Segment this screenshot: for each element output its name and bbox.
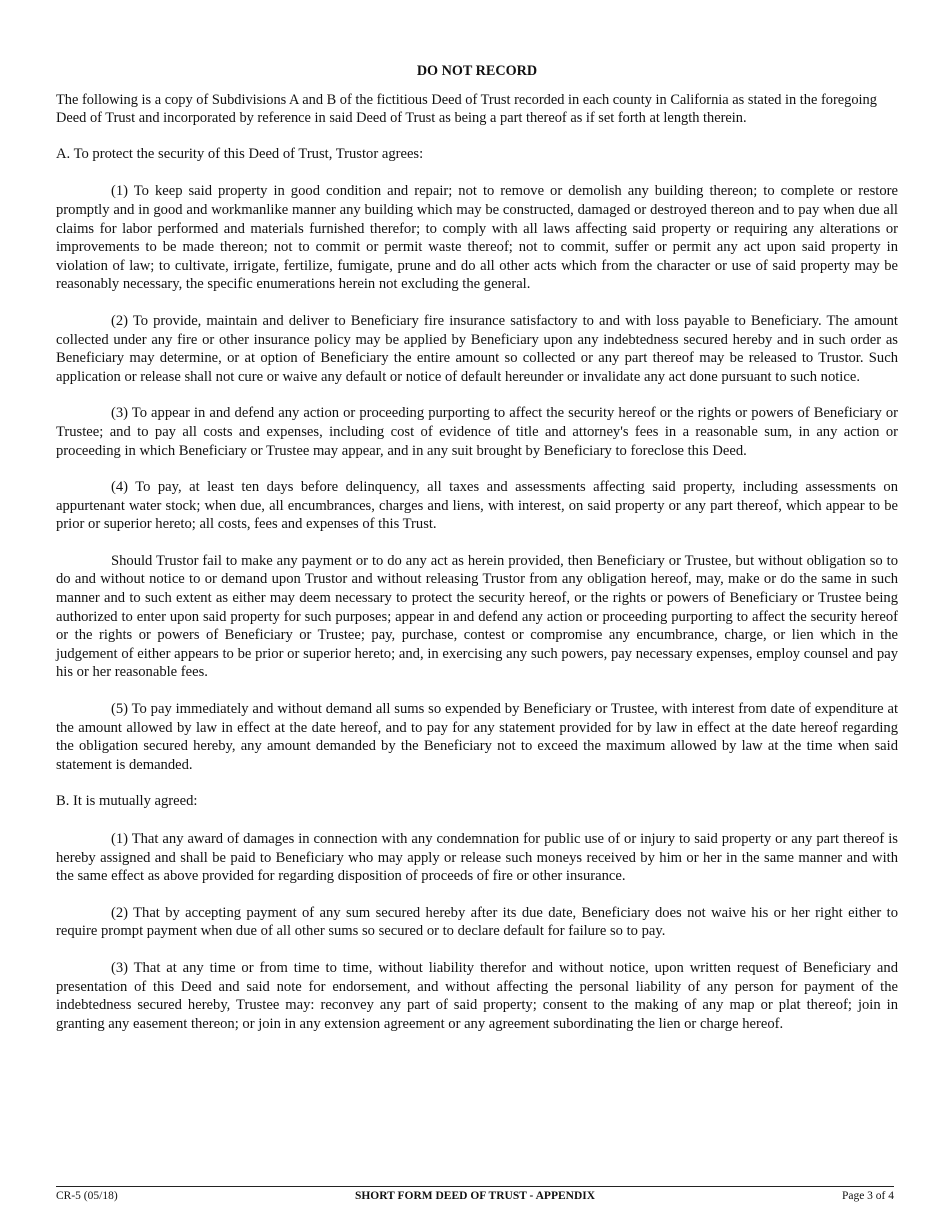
section-a-heading: A. To protect the security of this Deed of Trust, Trustor agrees:: [56, 145, 424, 162]
section-a-paragraph-5: (5) To pay immediately and without demand all sums so expended by Beneficiary or Trustee, with interest from date of expenditure at the amount allowed by law in effect at the date hereof, and to pay for any statement provided for by law in effect at the date hereof regarding the obligation secured hereby, any amount demanded by the Beneficiary not to exceed the maximum allowed by law at the time when said statement is demanded.: [56, 701, 898, 773]
section-b-paragraph-1: (1) That any award of damages in connection with any condemnation for public use of or injury to said property or any part thereof is hereby assigned and shall be paid to Beneficiary who may apply or release such moneys received by him or her in the same manner and with the same effect as above provided for regarding disposition of proceeds of fire or other insurance.: [56, 831, 898, 885]
section-a-paragraph-3: (3) To appear in and defend any action or proceeding purporting to affect the security hereof or the rights or powers of Beneficiary or Trustee; and to pay all costs and expenses, including cost of evidence of title and attorney's fees in a reasonable sum, in any action or proceeding in which Beneficiary or Trustee may appear, and in any suit brought by Beneficiary to foreclose this Deed.: [56, 405, 898, 459]
section-a-paragraph-trustor-fail: Should Trustor fail to make any payment or to do any act as herein provided, then Beneficiary or Trustee, but without obligation so to do and without notice to or demand upon Trustor and without releasing Trustor from any obligation hereof, may, make or do the same in such manner and to such extent as either may deem necessary to protect the security hereof, or the rights or powers of Beneficiary or Trustee being authorized to enter upon said property for such purposes; appear in and defend any action or proceeding purporting to affect the security hereof or the rights or powers of Beneficiary or Trustee; pay, purchase, contest or compromise any encumbrance, charge, or lien which in the judgement of either appears to be prior or superior hereto; and, in exercising any such powers, pay necessary expenses, employ counsel and pay his or her reasonable fees.: [56, 552, 898, 681]
section-b-paragraph-2: (2) That by accepting payment of any sum secured hereby after its due date, Beneficiary does not waive his or her right either to require prompt payment when due of all other sums so secured or to declare default for failure so to pay.: [56, 904, 898, 940]
footer-form-number: CR-5 (05/18): [56, 1190, 118, 1202]
page-heading: DO NOT RECORD: [416, 63, 538, 79]
section-a-paragraph-2: (2) To provide, maintain and deliver to Beneficiary fire insurance satisfactory to and with loss payable to Beneficiary. The amount collected under any fire or other insurance policy may be applied by Beneficiary upon any indebtedness secured hereby and in such order as Beneficiary may determine, or at option of Beneficiary the entire amount so collected or any part thereof may be released to Trustor. Such application or release shall not cure or waive any default or notice of default hereunder or invalidate any act done pursuant to such notice.: [56, 312, 898, 385]
page-footer: [56, 1186, 894, 1205]
footer-title: SHORT FORM DEED OF TRUST - APPENDIX: [354, 1190, 596, 1202]
section-a-paragraph-1: (1) To keep said property in good condition and repair; not to remove or demolish any building thereon; to complete or restore promptly and in good and workmanlike manner any building which may be constructed, damaged or destroyed thereon and to pay when due all claims for labor performed and materials furnished therefor; to comply with all laws affecting said property or requiring any alterations or improvements to be made thereon; not to commit or permit waste thereof; not to commit, suffer or permit any act upon said property in violation of law; to cultivate, irrigate, fertilize, fumigate, prune and do all other acts which from the character or use of said property may be reasonably necessary, the specific enumerations herein not excluding the general.: [56, 183, 898, 293]
section-b-heading: B. It is mutually agreed:: [56, 793, 198, 810]
footer-page-number: Page 3 of 4: [841, 1190, 894, 1202]
intro-paragraph: The following is a copy of Subdivisions A and B of the fictitious Deed of Trust recorded in each county in California as stated in the foregoing Deed of Trust and incorporated by reference in said Deed of Trust as being a part thereof as if set forth at length therein.: [56, 91, 877, 127]
section-b-paragraph-3: (3) That at any time or from time to time, without liability therefor and without notice, upon written request of Beneficiary and presentation of this Deed and said note for endorsement, and without affecting the personal liability of any person for payment of the indebtedness secured hereby, Trustee may: reconvey any part of said property; consent to the making of any map or plat thereof; join in granting any easement thereon; or join in any extension agreement or any agreement subordinating the lien or charge hereof.: [56, 959, 898, 1032]
document-page: [56, 62, 898, 1051]
section-a-paragraph-4: (4) To pay, at least ten days before delinquency, all taxes and assessments affecting said property, including assessments on appurtenant water stock; when due, all encumbrances, charges and liens, with interest, on said property or any part thereof, which appear to be prior or superior hereto; all costs, fees and expenses of this Trust.: [56, 479, 898, 533]
